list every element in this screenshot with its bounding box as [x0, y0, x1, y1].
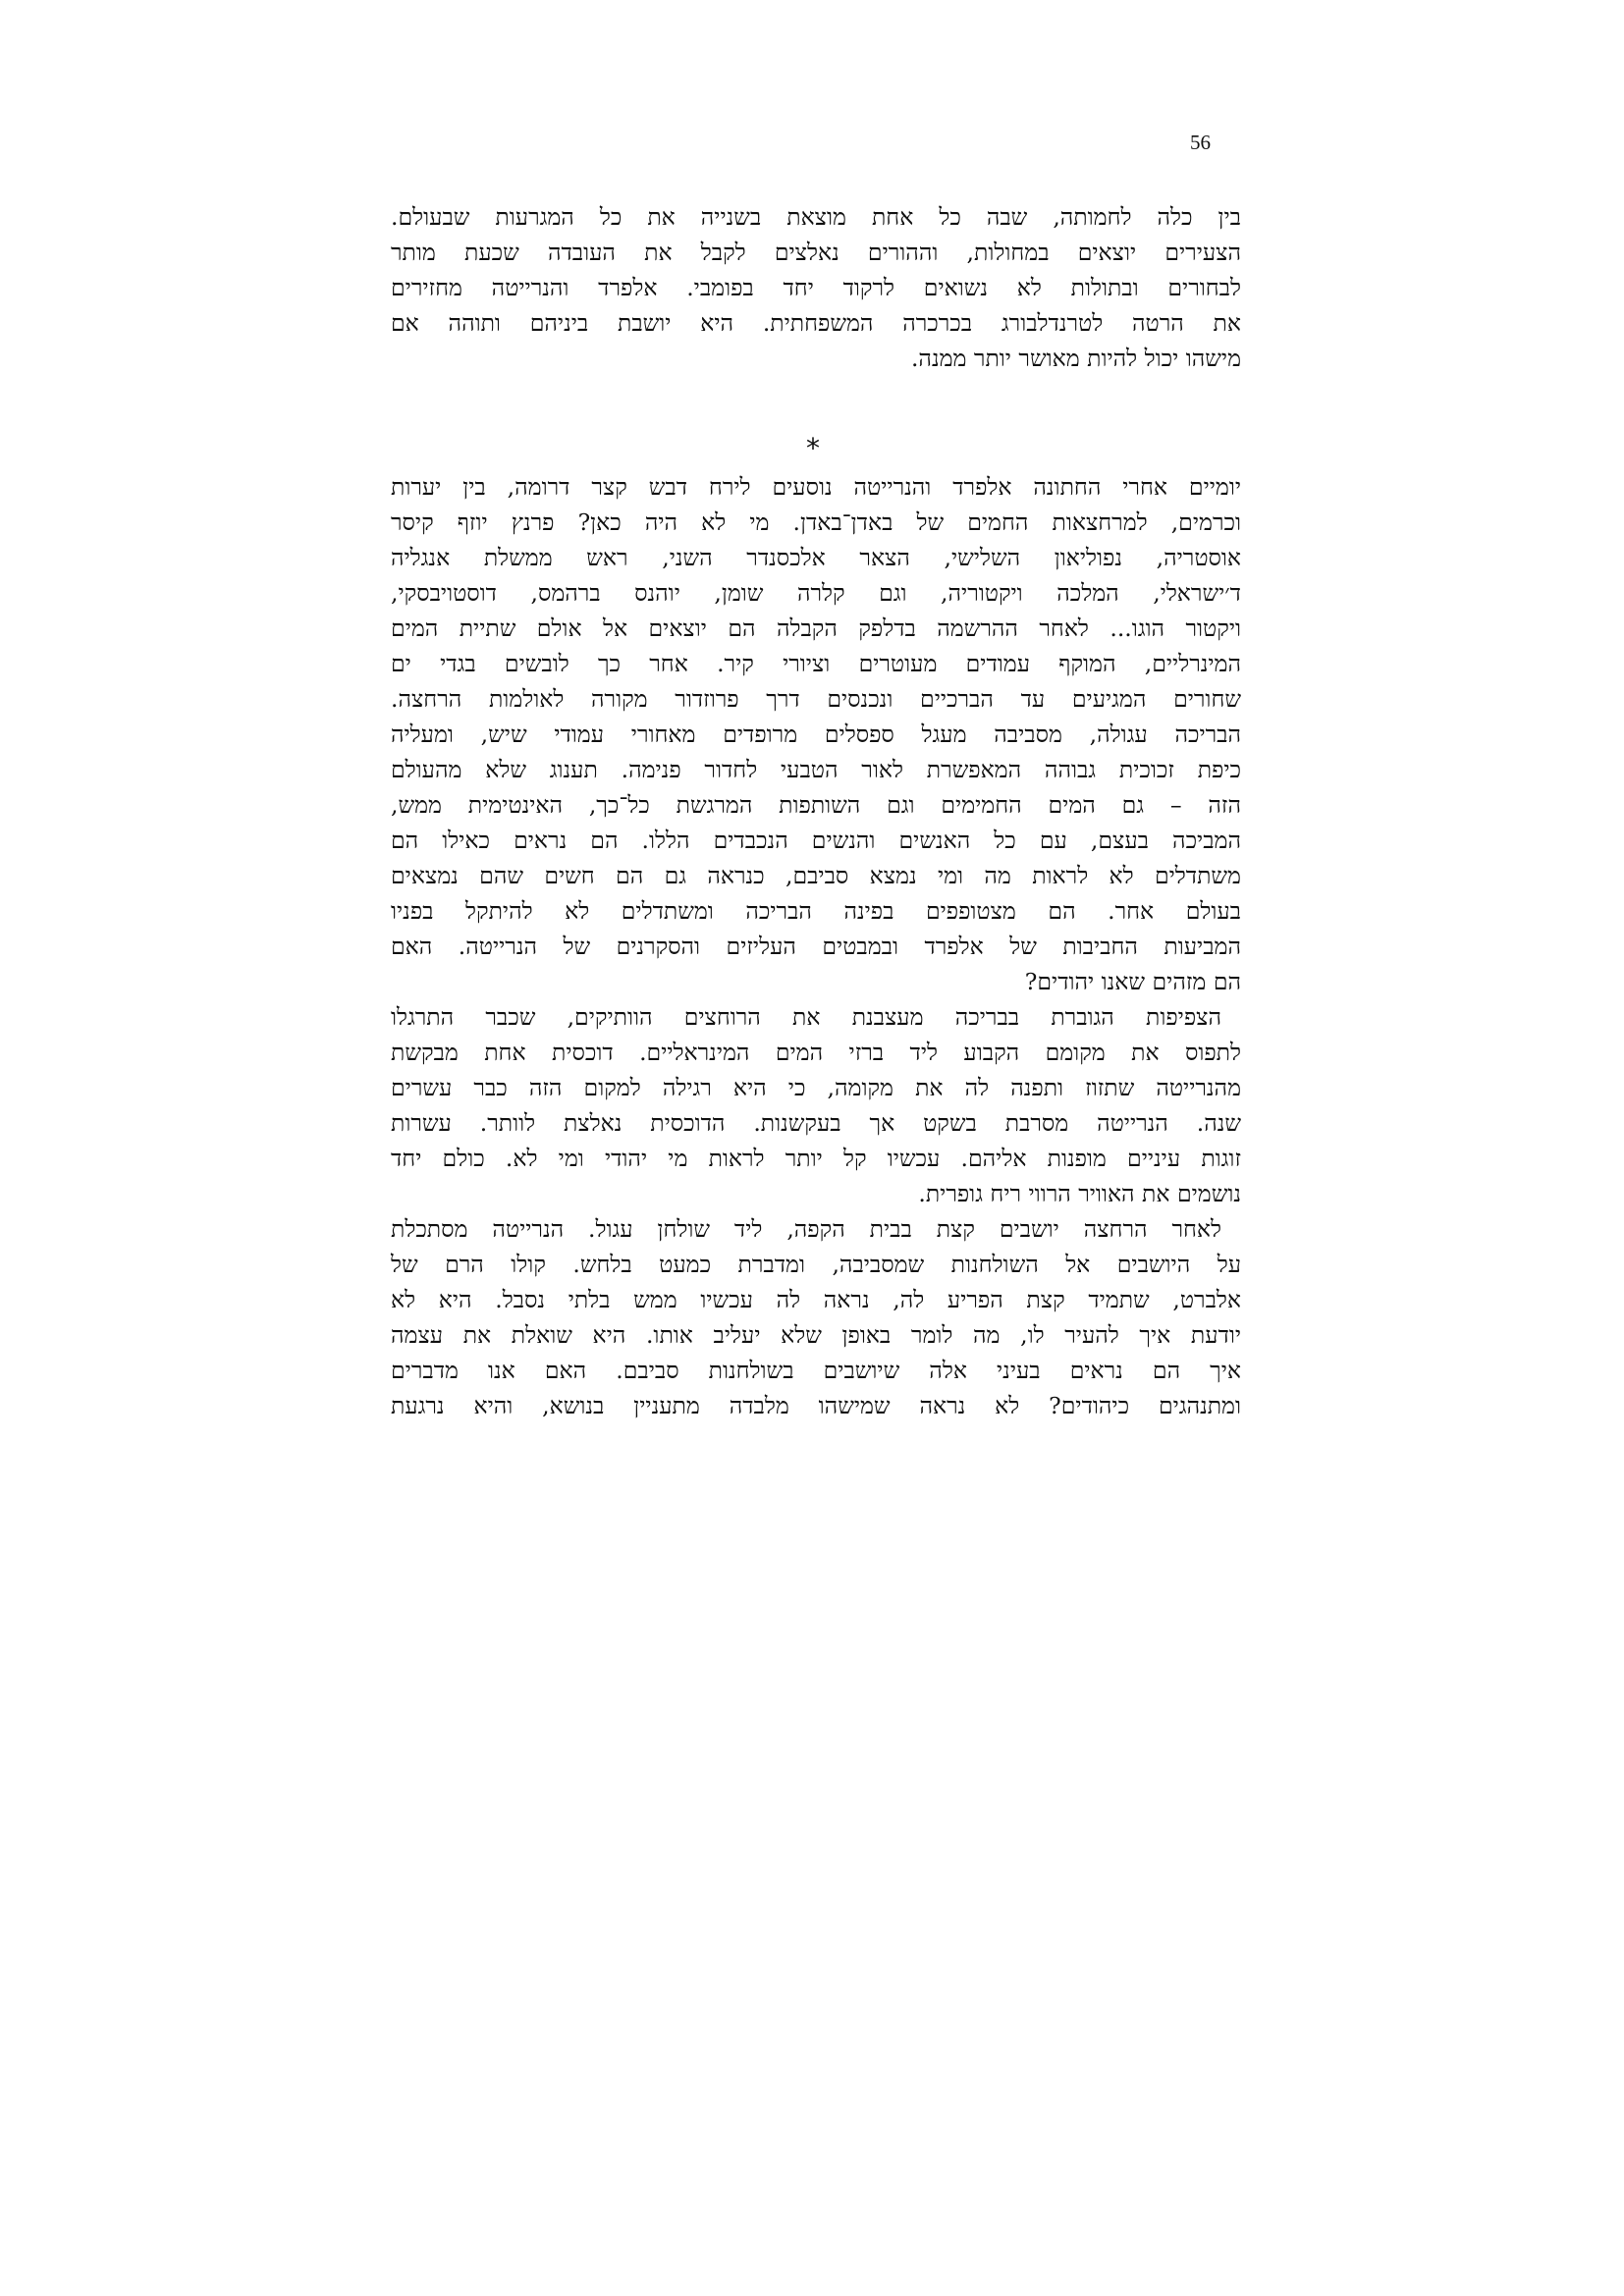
text-line: אלברט, שתמיד קצת הפריע לה, נראה לה עכשיו ממש בלתי נסבל. היא לא [391, 1286, 1241, 1313]
text-line: לבחורים ובתולות לא נשואים לרקוד יחד בפומבי. אלפרד והנרייטה מחזירים [391, 274, 1241, 301]
page-number: 56 [1190, 131, 1211, 154]
text-line: יודעת איך להעיר לו, מה לומר באופן שלא יעליב אותו. היא שואלת את עצמה [391, 1321, 1241, 1349]
text-line: על היושבים אל השולחנות שמסביבה, ומדברת כמעט בלחש. קולו הרם של [391, 1251, 1241, 1278]
text-line: וכרמים, למרחצאות החמים של באדן־באדן. מי לא היה כאן? פרנץ יוזף קיסר [391, 508, 1241, 536]
text-line: משתדלים לא לראות מה ומי נמצא סביבם, כנראה גם הם חשים שהם נמצאים [391, 862, 1241, 889]
text-line: איך הם נראים בעיני אלה שיושבים בשולחנות סביבם. האם אנו מדברים [391, 1357, 1241, 1384]
text-line: לתפוס את מקומם הקבוע ליד ברזי המים המינראליים. דוכסית אחת מבקשת [391, 1039, 1241, 1066]
section-divider-asterisk: * [806, 432, 820, 464]
text-line: זוגות עיניים מופנות אליהם. עכשיו קל יותר לראות מי יהודי ומי לא. כולם יחד [391, 1145, 1241, 1172]
text-line: מהנרייטה שתזוז ותפנה לה את מקומה, כי היא רגילה למקום הזה כבר עשרים [391, 1074, 1241, 1101]
text-line: המינרליים, המוקף עמודים מעוטרים וציורי קיר. אחר כך לובשים בגדי ים [391, 650, 1241, 677]
text-line: המביעות החביבות של אלפרד ובמבטים העליזים והסקרנים של הנרייטה. האם [391, 933, 1241, 960]
text-block-intro [391, 199, 1241, 376]
paragraph-crowding [391, 999, 1241, 1211]
text-line: אוסטריה, נפוליאון השלישי, הצאר אלכסנדר השני, ראש ממשלת אנגליה [391, 544, 1241, 571]
text-line: שחורים המגיעים עד הברכיים ונכנסים דרך פרוזדור מקורה לאולמות הרחצה. [391, 685, 1241, 713]
text-line: ומתנהגים כיהודים? לא נראה שמישהו מלבדה מתעניין בנושא, והיא נרגעת [391, 1392, 1241, 1419]
text-line: בין כלה לחמותה, שבה כל אחת מוצאת בשנייה את כל המגרעות שבעולם. [391, 203, 1241, 231]
text-line: כיפת זכוכית גבוהה המאפשרת לאור הטבעי לחדור פנימה. תענוג שלא מהעולם [391, 756, 1241, 783]
text-line: ויקטור הוגו... לאחר ההרשמה בדלפק הקבלה הם יוצאים אל אולם שתיית המים [391, 614, 1241, 642]
text-line: נושמים את האוויר הרווי ריח גופרית. [918, 1180, 1241, 1207]
text-line: ד׳ישראלי, המלכה ויקטוריה, וגם קלרה שומן, יוהנס ברהמס, דוסטויבסקי, [391, 579, 1241, 607]
paragraph-cafe [391, 1211, 1241, 1423]
text-line: מישהו יכול להיות מאושר יותר ממנה. [910, 345, 1241, 372]
text-line: שנה. הנרייטה מסרבת בשקט אך בעקשנות. הדוכסית נאלצת לוותר. עשרות [391, 1109, 1241, 1137]
text-block-main [391, 469, 1241, 1423]
text-line: הבריכה עגולה, מסביבה מעגל ספסלים מרופדים מאחורי עמודי שיש, ומעליה [391, 721, 1241, 748]
text-line: לאחר הרחצה יושבים קצת בבית הקפה, ליד שולחן עגול. הנרייטה מסתכלת [391, 1215, 1221, 1243]
text-line: המביכה בעצם, עם כל האנשים והנשים הנכבדים הללו. הם נראים כאילו הם [391, 827, 1241, 854]
paragraph-bath [391, 469, 1241, 999]
text-line: בעולם אחר. הם מצטופפים בפינה הבריכה ומשתדלים לא להיתקל בפניו [391, 897, 1241, 925]
text-line: את הרטה לטרנדלבורג בכרכרה המשפחתית. היא יושבת ביניהם ותוהה אם [391, 309, 1241, 337]
text-line: הצפיפות הגוברת בבריכה מעצבנת את הרוחצים הוותיקים, שכבר התרגלו [391, 1003, 1221, 1031]
text-line: הם מזהים שאנו יהודים? [1024, 968, 1241, 995]
text-line: יומיים אחרי החתונה אלפרד והנרייטה נוסעים לירח דבש קצר דרומה, בין יערות [391, 473, 1241, 501]
text-line: הצעירים יוצאים במחולות, וההורים נאלצים לקבל את העובדה שכעת מותר [391, 239, 1241, 266]
text-line: הזה – גם המים החמימים וגם השותפות המרגשת כל־כך, האינטימית ממש, [391, 791, 1241, 819]
